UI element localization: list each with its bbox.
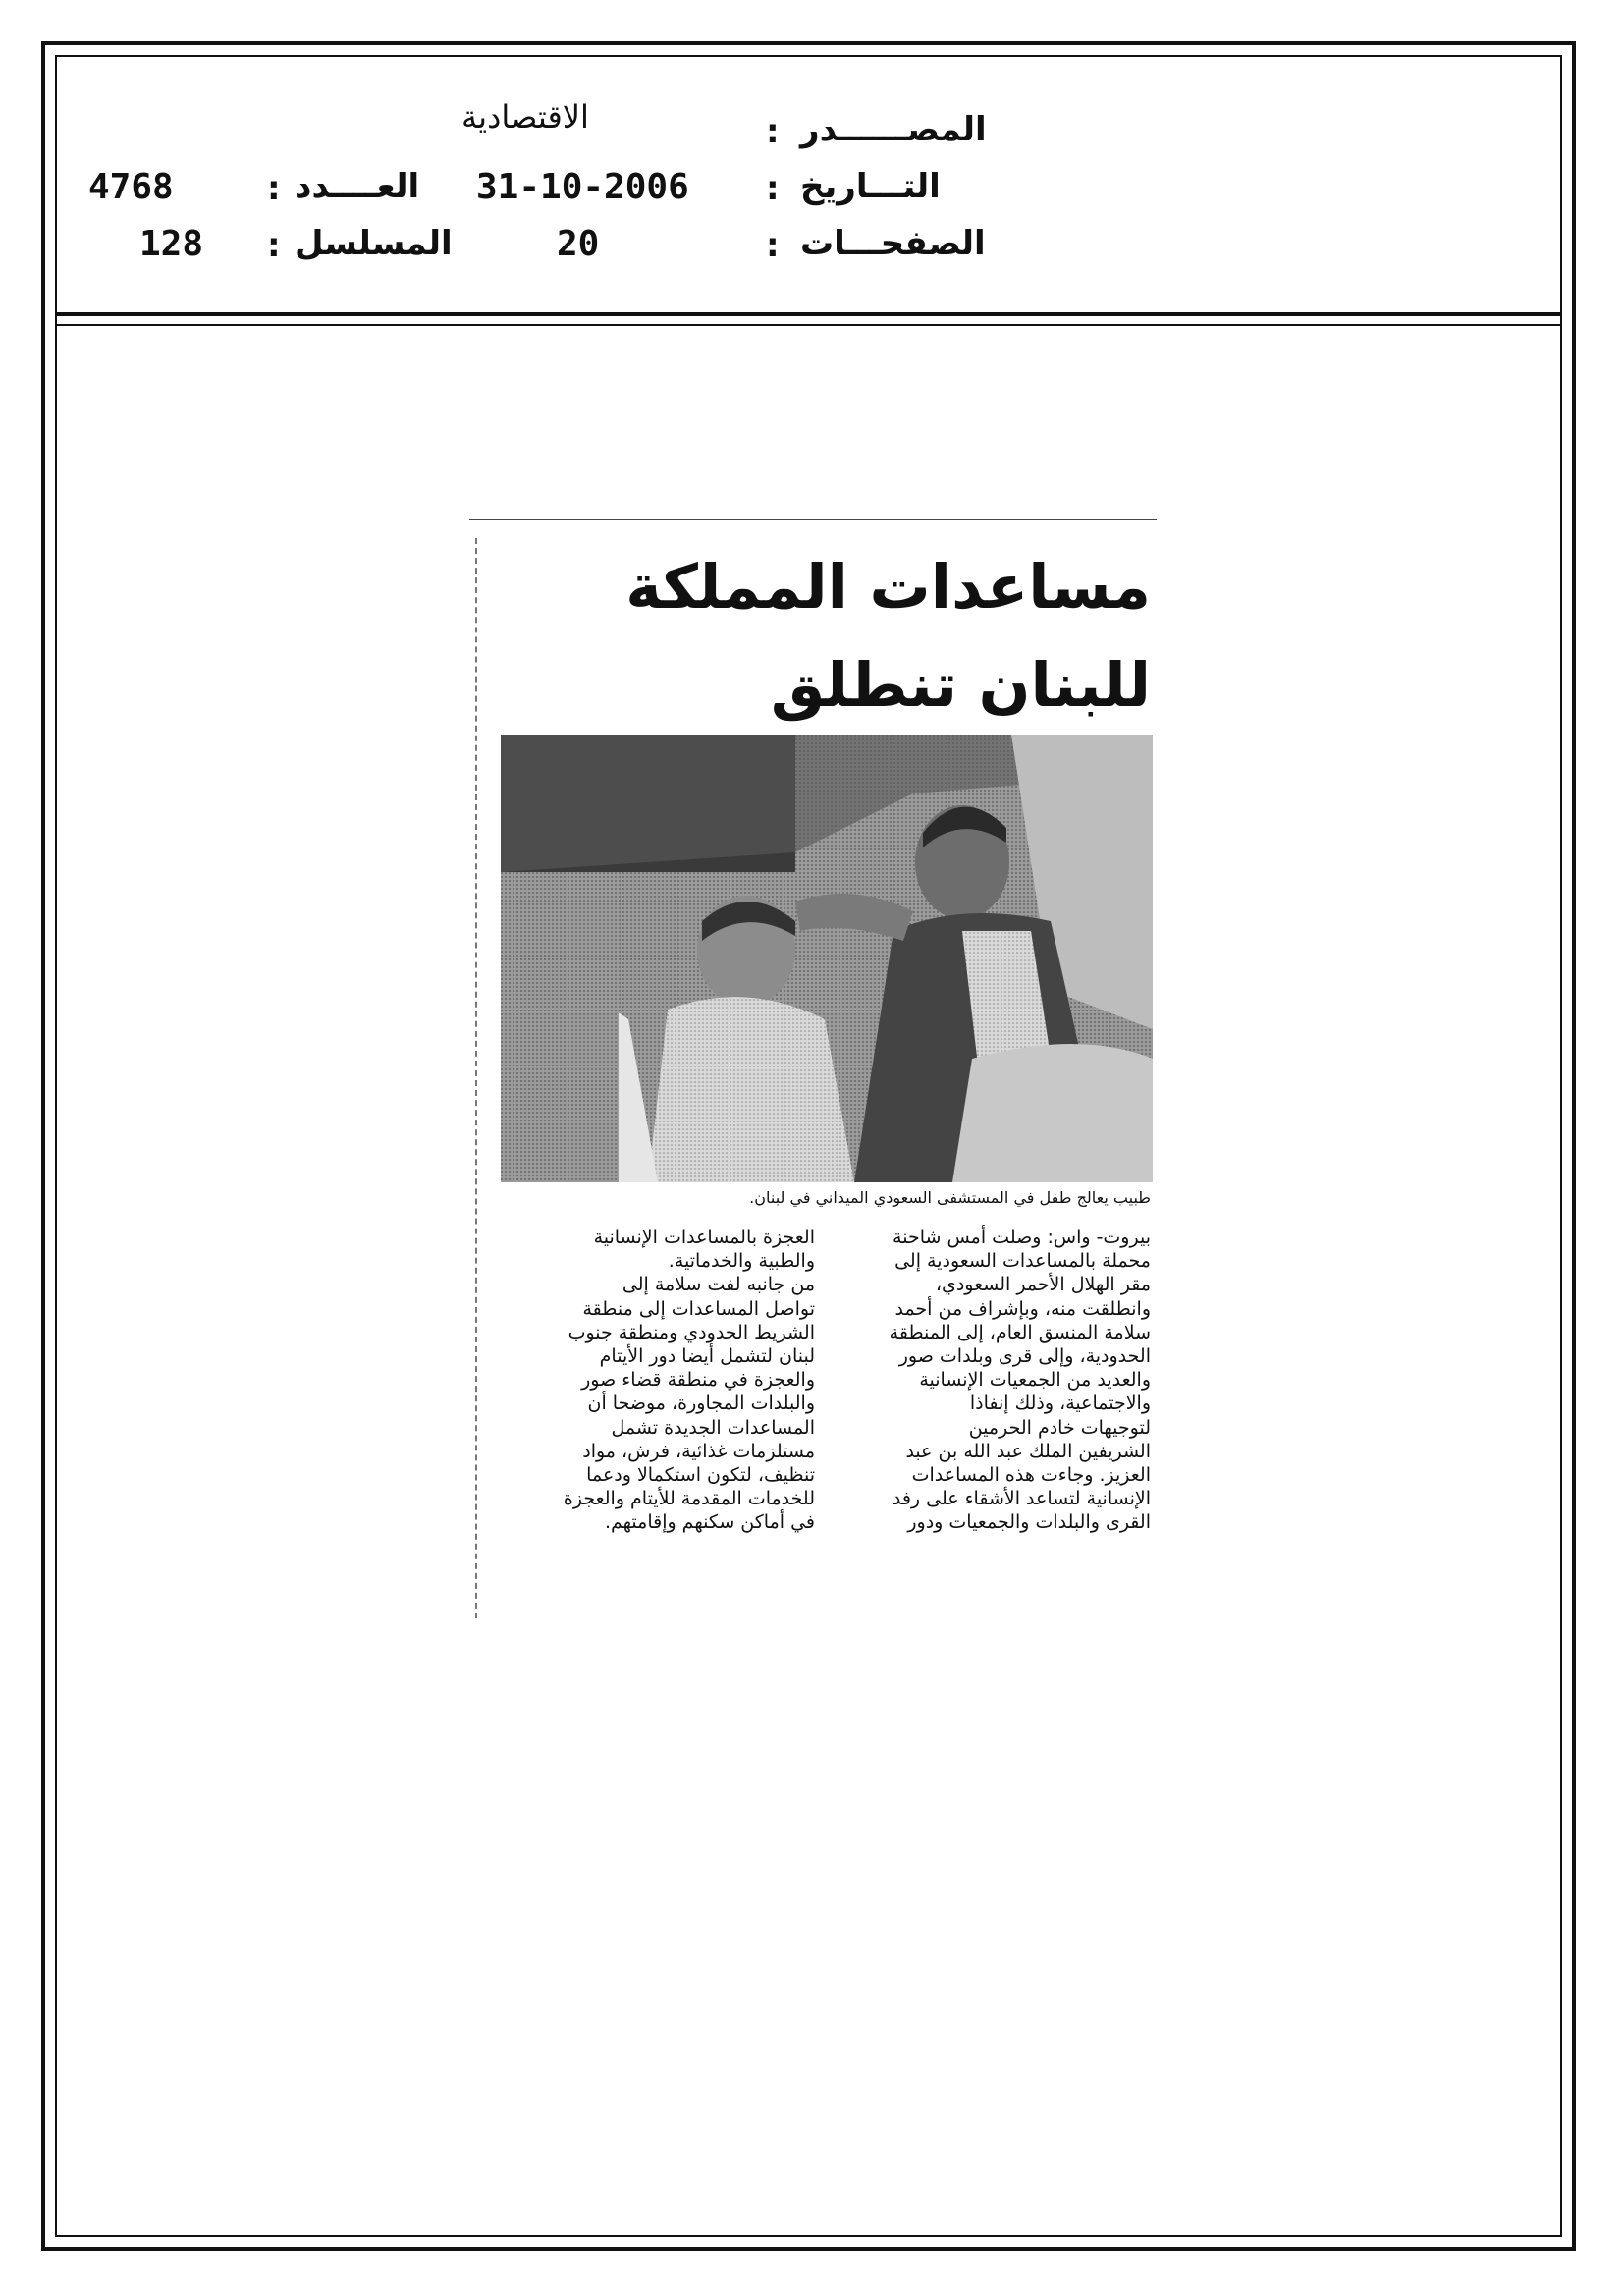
pages-label: الصفحـــات	[800, 224, 986, 263]
text-line: لتوجيهات خادم الحرمين	[968, 1416, 1151, 1439]
text-line: تنظيف، لتكون استكمالا ودعما	[586, 1464, 815, 1487]
article-photo	[501, 735, 1153, 1182]
header-divider-thin	[55, 324, 1562, 326]
text-line: والعديد من الجمعيات الإنسانية	[919, 1369, 1151, 1392]
text-line: وانطلقت منه، وبإشراف من أحمد	[894, 1297, 1151, 1320]
date-label: التـــاريخ	[800, 167, 941, 206]
article-column-left	[491, 1226, 815, 1535]
article-column-right	[840, 1226, 1151, 1535]
serial-colon: :	[267, 226, 281, 265]
issue-value: 4768	[88, 167, 174, 207]
text-line: المساعدات الجديدة تشمل	[611, 1416, 815, 1439]
text-line: والاجتماعية، وذلك إنفاذا	[969, 1393, 1151, 1415]
text-line: سلامة المنسق العام، إلى المنطقة	[889, 1321, 1151, 1343]
headline-line-1: مساعدات المملكة للبنان تنطلق	[625, 551, 1151, 721]
text-line: مستلزمات غذائية، فرش، مواد	[582, 1440, 815, 1462]
issue-label: العــــدد	[295, 167, 420, 206]
photo-caption: طبيب يعالج طفل في المستشفى السعودي الميداني في لبنان.	[749, 1188, 1151, 1207]
issue-colon: :	[267, 169, 281, 208]
clipping-top-rule	[469, 519, 1157, 520]
source-value: الاقتصادية	[461, 98, 589, 136]
text-line: من جانبه لفت سلامة إلى	[622, 1274, 815, 1296]
text-line: الحدودية، وإلى قرى وبلدات صور	[898, 1345, 1151, 1368]
text-line: في أماكن سكنهم وإقامتهم.	[604, 1511, 815, 1534]
text-line: محملة بالمساعدات السعودية إلى	[894, 1250, 1151, 1273]
text-line: مقر الهلال الأحمر السعودي،	[935, 1274, 1151, 1296]
text-line: للخدمات المقدمة للأيتام والعجزة	[563, 1488, 815, 1510]
photo-illustration	[501, 735, 1153, 1182]
text-line: والطبية والخدماتية.	[668, 1250, 815, 1273]
date-colon: :	[766, 169, 780, 208]
text-line: لبنان لتشمل أيضا دور الأيتام	[599, 1345, 815, 1368]
text-line: القرى والبلدات والجمعيات ودور	[907, 1511, 1151, 1534]
pages-value: 20	[557, 224, 600, 264]
text-line: الإنسانية لتساعد الأشقاء على رفد	[892, 1488, 1151, 1510]
text-line: والبلدات المجاورة، موضحا أن	[587, 1393, 815, 1415]
text-line: تواصل المساعدات إلى منطقة	[582, 1297, 815, 1320]
text-line: والعجزة في منطقة قضاء صور	[581, 1369, 815, 1392]
header-divider	[55, 312, 1562, 316]
text-line: الشريفين الملك عبد الله بن عبد	[905, 1440, 1151, 1462]
serial-label: المسلسل	[295, 224, 453, 263]
text-line: العجزة بالمساعدات الإنسانية	[593, 1227, 815, 1248]
serial-value: 128	[139, 224, 204, 264]
source-label: المصــــــدر	[800, 110, 987, 149]
text-line: بيروت- واس: وصلت أمس شاحنة	[893, 1227, 1151, 1248]
clipping-side-rule	[475, 538, 477, 1618]
source-colon: :	[766, 112, 780, 151]
text-line: العزيز. وجاءت هذه المساعدات	[911, 1464, 1151, 1487]
text-line: الشريط الحدودي ومنطقة جنوب	[568, 1321, 815, 1343]
pages-colon: :	[766, 226, 780, 265]
date-value: 31-10-2006	[476, 167, 689, 207]
